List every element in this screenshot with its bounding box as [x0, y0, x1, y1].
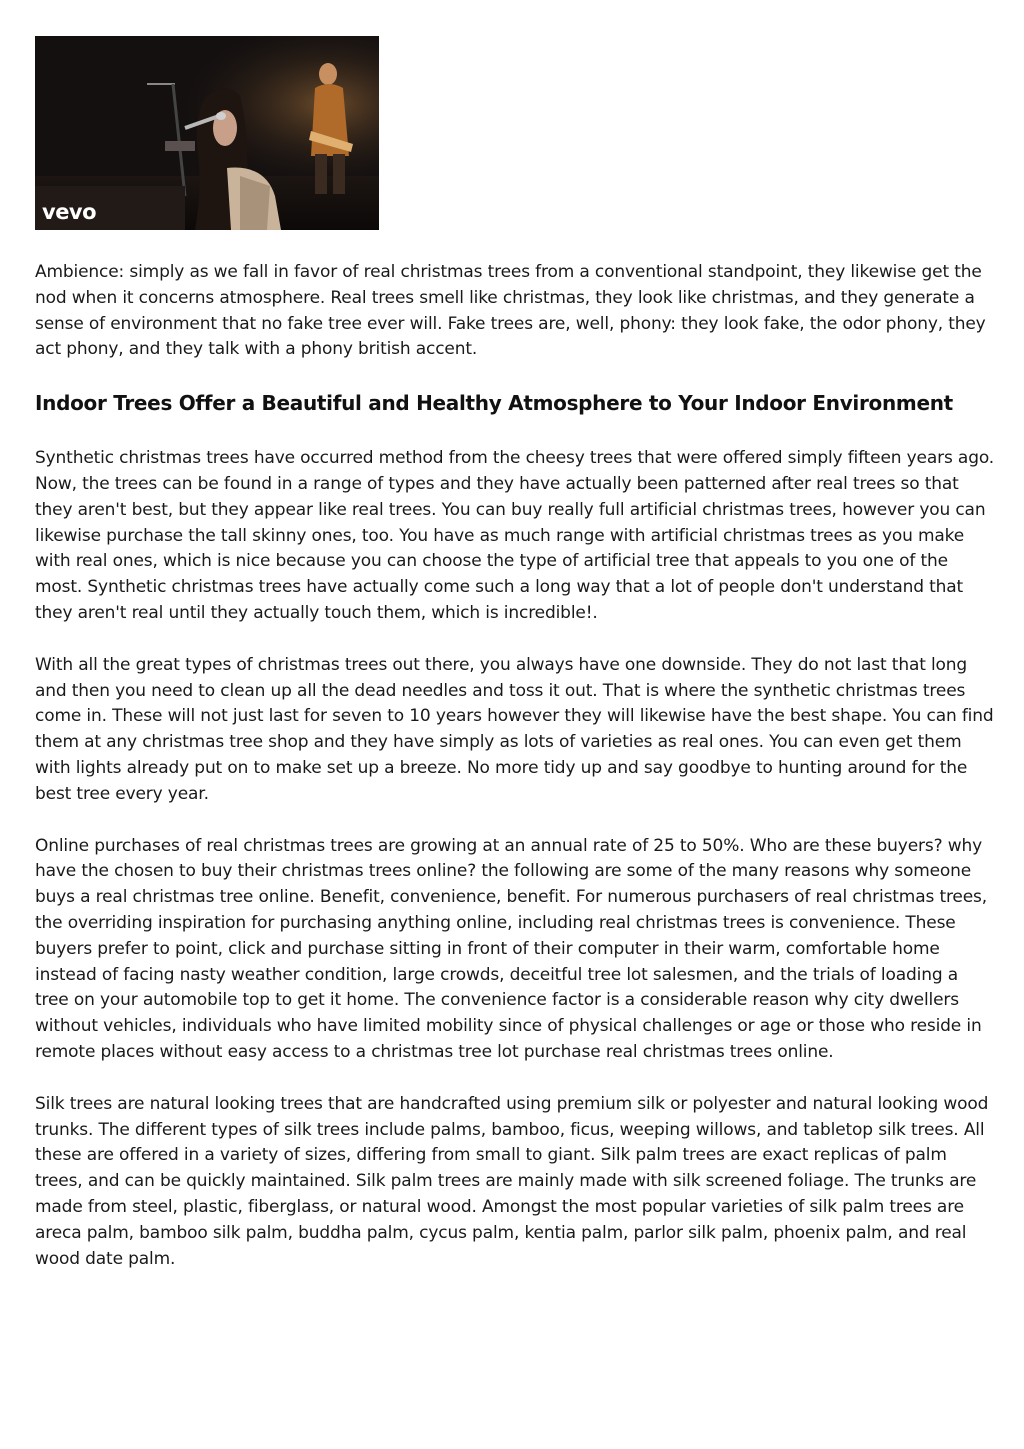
paragraph-synthetic-trees: Synthetic christmas trees have occurred method from the cheesy trees that were offered simply fifteen years ago. Now, the trees can be found in a range of types and they have actually been patterned after real trees so that they aren't best, but they appear like real trees. You can buy really full artificial christmas trees, however you can likewise purchase the tall skinny ones, too. You have as much range with artificial christmas trees as you make with real ones, which is nice because you can choose the type of artificial tree that appeals to you one of the most. Synthetic christmas trees have actually come such a long way that a lot of people don't understand that they aren't real until they actually touch them, which is incredible!. [35, 448, 995, 623]
video-thumbnail[interactable] [35, 36, 379, 230]
vevo-logo: vevo [42, 200, 97, 224]
paragraph-downside: With all the great types of christmas trees out there, you always have one downside. They do not last that long and then you need to clean up all the dead needles and toss it out. That is where the synthetic christmas trees come in. These will not just last for seven to 10 years however they will likewise have the best shape. You can find them at any christmas tree shop and they have simply as lots of varieties as real ones. You can even get them with lights already put on to make set up a breeze. No more tidy up and say goodbye to hunting around for the best tree every year. [35, 654, 994, 804]
paragraph-ambience: Ambience: simply as we fall in favor of real christmas trees from a conventional standpoint, they likewise get the nod when it concerns atmosphere. Real trees smell like christmas, they look like christmas, and they generate a sense of environment that no fake tree ever will. Fake trees are, well, phony: they look fake, the odor phony, they act phony, and they talk with a phony british accent. [35, 262, 986, 360]
paragraph-silk-trees: Silk trees are natural looking trees that are handcrafted using premium silk or polyester and natural looking wood trunks. The different types of silk trees include palms, bamboo, ficus, weeping willows, and tabletop silk trees. All these are offered in a variety of sizes, differing from small to giant. Silk palm trees are exact replicas of palm trees, and can be quickly maintained. Silk palm trees are mainly made with silk screened foliage. The trunks are made from steel, plastic, fiberglass, or natural wood. Amongst the most popular varieties of silk palm trees are areca palm, bamboo silk palm, buddha palm, cycus palm, kentia palm, parlor silk palm, phoenix palm, and real wood date palm. [35, 1093, 989, 1269]
document-page [35, 36, 995, 1272]
paragraph-online-purchases: Online purchases of real christmas trees are growing at an annual rate of 25 to 50%. Who are these buyers? why have the chosen to buy their christmas trees online? the following are some of the many reasons why someone buys a real christmas tree online. Benefit, convenience, benefit. For numerous purchasers of real christmas trees, the overriding inspiration for purchasing anything online, including real christmas trees is convenience. These buyers prefer to point, click and purchase sitting in front of their computer in their warm, comfortable home instead of facing nasty weather condition, large crowds, deceitful tree lot salesmen, and the trials of loading a tree on your automobile top to get it home. The convenience factor is a considerable reason why city dwellers without vehicles, individuals who have limited mobility since of physical challenges or age or those who reside in remote places without easy access to a christmas tree lot purchase real christmas trees online. [35, 835, 988, 1062]
section-heading: Indoor Trees Offer a Beautiful and Healthy Atmosphere to Your Indoor Environment [35, 391, 953, 416]
